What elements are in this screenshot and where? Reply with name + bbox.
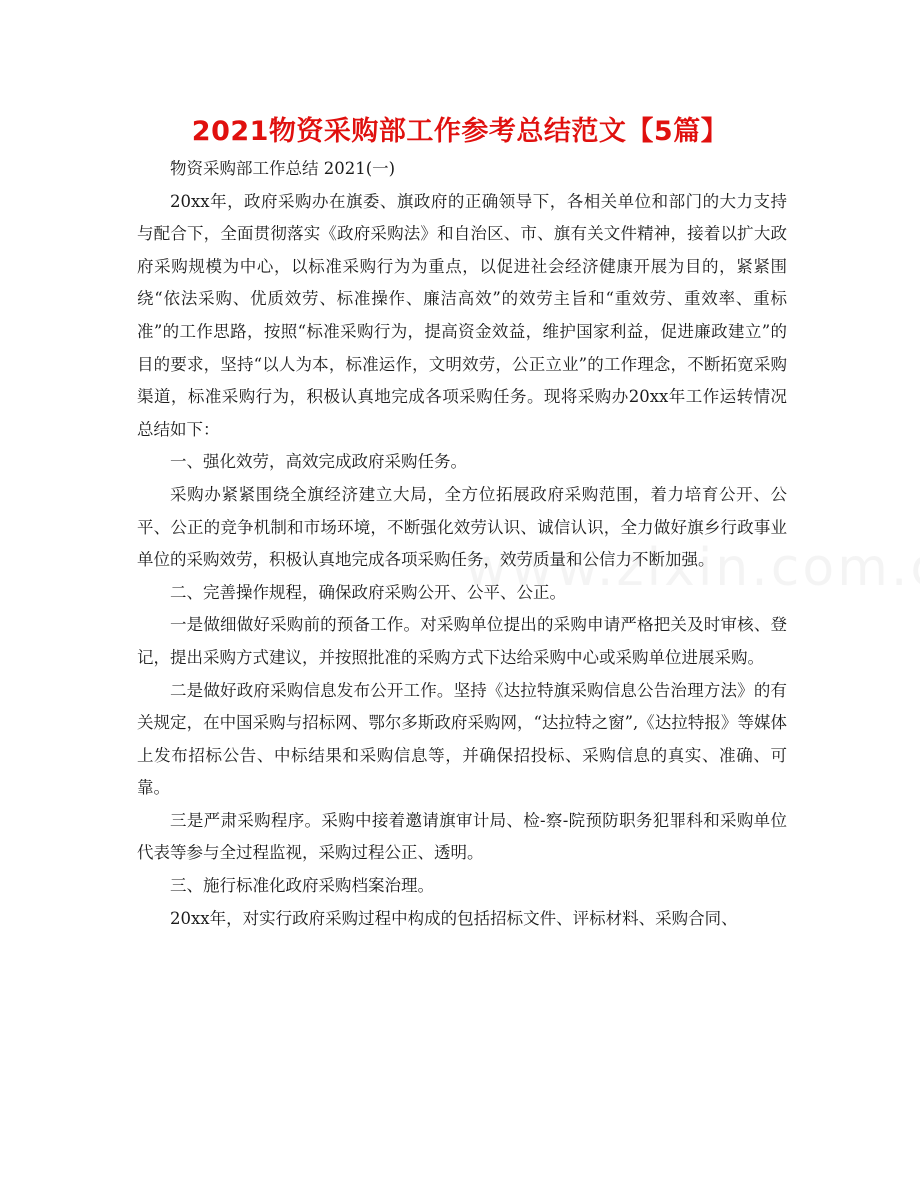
paragraph: 20xx年，政府采购办在旗委、旗政府的正确领导下，各相关单位和部门的大力支持与配合下，全面贯彻落实《政府采购法》和自治区、市、旗有关文件精神，接着以扩大政府采购规模为中心，以标准采购行为为重点，以促进社会经济健康开展为目的，紧紧围绕“依法采购、优质效劳、标准操作、廉洁高效”的效劳主旨和“重效劳、重效率、重标准”的工作思路，按照“标准采购行为，提高资金效益，维护国家利益，促进廉政建立”的目的要求，坚持“以人为本，标准运作，文明效劳，公正立业”的工作理念，不断拓宽采购渠道，标准采购行为，积极认真地完成各项采购任务。现将采购办20xx年工作运转情况总结如下： — [137, 191, 787, 439]
paragraph: 采购办紧紧围绕全旗经济建立大局，全方位拓展政府采购范围，着力培育公开、公平、公正的竞争机制和市场环境，不断强化效劳认识、诚信认识，全力做好旗乡行政事业单位的采购效劳，积极认真地完成各项采购任务，效劳质量和公信力不断加强。 — [137, 484, 787, 570]
paragraph: 二是做好政府采购信息发布公开工作。坚持《达拉特旗采购信息公告治理方法》的有关规定，在中国采购与招标网、鄂尔多斯政府采购网，“达拉特之窗”,《达拉特报》等媒体上发布招标公告、中标结果和采购信息等，并确保招投标、采购信息的真实、准确、可靠。 — [137, 680, 787, 798]
document-title: 2021物资采购部工作参考总结范文【5篇】 — [191, 116, 729, 147]
document-body — [137, 153, 787, 935]
section-heading: 二、完善操作规程，确保政府采购公开、公平、公正。 — [170, 582, 566, 602]
paragraph: 20xx年，对实行政府采购过程中构成的包括招标文件、评标材料、采购合同、 — [170, 908, 738, 928]
section-heading: 物资采购部工作总结 2021(一) — [170, 159, 396, 178]
paragraph: 一是做细做好采购前的预备工作。对采购单位提出的采购申请严格把关及时审核、登记，提出采购方式建议，并按照批准的采购方式下达给采购中心或采购单位进展采购。 — [137, 615, 787, 667]
section-heading: 一、强化效劳，高效完成政府采购任务。 — [170, 452, 467, 472]
paragraph: 三是严肃采购程序。采购中接着邀请旗审计局、检-察-院预防职务犯罪科和采购单位代表等参与全过程监视，采购过程公正、透明。 — [137, 810, 787, 863]
section-heading: 三、施行标准化政府采购档案治理。 — [170, 876, 434, 896]
